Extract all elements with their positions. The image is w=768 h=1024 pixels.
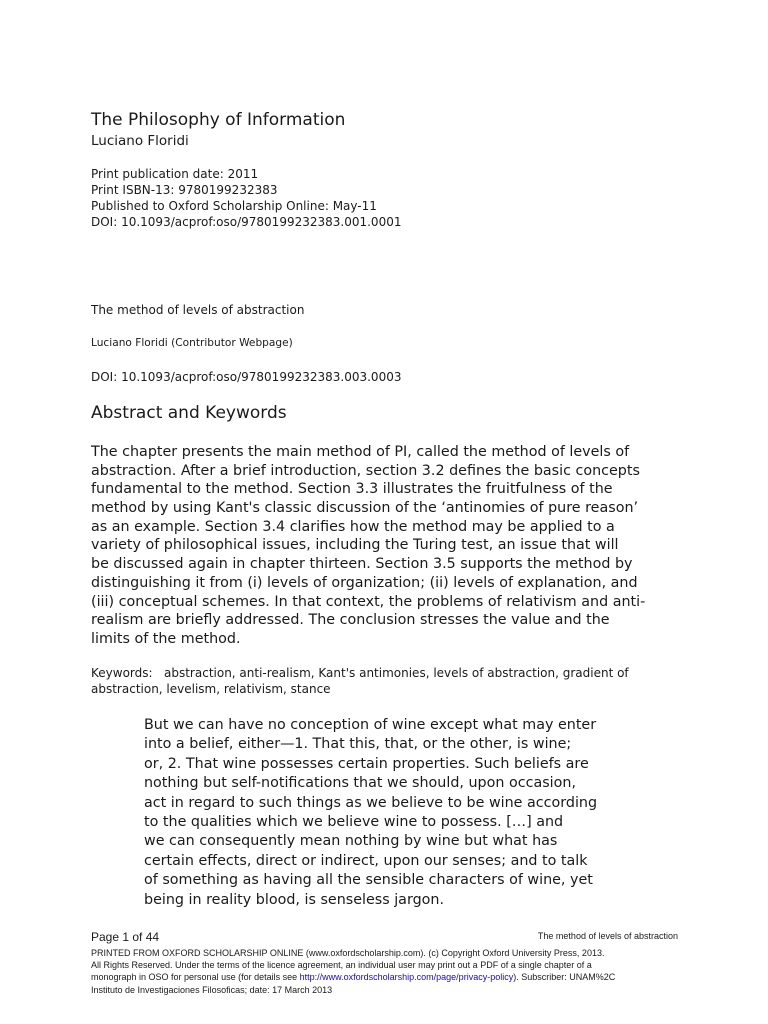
footer-line: All Rights Reserved. Under the terms of the licence agreement, an individual user may print out a PDF of a single chapter of a <box>91 960 592 971</box>
footer-text: monograph in OSO for personal use (for details see <box>91 972 300 983</box>
abstract-line: abstraction. After a brief introduction, section 3.2 defines the basic concepts <box>91 462 640 479</box>
keywords-line <box>91 665 681 681</box>
abstract-line: as an example. Section 3.4 clarifies how the method may be applied to a <box>91 518 615 535</box>
chapter-doi: DOI: 10.1093/acprof:oso/9780199232383.003.0003 <box>91 370 402 384</box>
abstract-heading: Abstract and Keywords <box>91 403 287 423</box>
quote-line: act in regard to such things as we believe to be wine according <box>144 794 598 811</box>
print-isbn: Print ISBN-13: 9780199232383 <box>91 183 278 197</box>
privacy-policy-link[interactable]: http://www.oxfordscholarship.com/page/privacy-policy <box>299 972 514 983</box>
copyright-footer <box>91 947 691 996</box>
abstract-line: The chapter presents the main method of PI, called the method of levels of <box>91 444 630 460</box>
abstract-text <box>91 443 691 649</box>
abstract-line: method by using Kant's classic discussion of the ‘antinomies of pure reason’ <box>91 500 639 517</box>
footer-line <box>91 971 691 983</box>
keywords-line-2: abstraction, levelism, relativism, stance <box>91 682 331 696</box>
quote-line: of something as having all the sensible characters of wine, yet <box>144 872 593 889</box>
chapter-author: Luciano Floridi (Contributor Webpage) <box>91 337 293 349</box>
publication-info <box>91 166 401 230</box>
block-quote <box>144 716 644 910</box>
abstract-line: realism are briefly addressed. The conclusion stresses the value and the <box>91 612 610 629</box>
quote-line: into a belief, either—1. That this, that, or the other, is wine; <box>144 736 572 753</box>
abstract-line: variety of philosophical issues, including the Turing test, an issue that will <box>91 537 619 554</box>
keywords <box>91 665 681 697</box>
book-doi: DOI: 10.1093/acprof:oso/9780199232383.001.0001 <box>91 215 402 229</box>
online-publication: Published to Oxford Scholarship Online: May-11 <box>91 199 377 213</box>
print-date: Print publication date: 2011 <box>91 167 259 181</box>
abstract-line: distinguishing it from (i) levels of organization; (ii) levels of explanation, and <box>91 574 638 591</box>
quote-line: or, 2. That wine possesses certain properties. Such beliefs are <box>144 755 589 772</box>
chapter-title: The method of levels of abstraction <box>91 303 305 317</box>
page-number: Page 1 of 44 <box>91 930 160 944</box>
book-author: Luciano Floridi <box>91 133 189 149</box>
quote-line: we can consequently mean nothing by wine but what has <box>144 833 558 850</box>
quote-line: to the qualities which we believe wine to possess. […] and <box>144 813 564 830</box>
abstract-line: fundamental to the method. Section 3.3 illustrates the fruitfulness of the <box>91 481 613 498</box>
running-head: The method of levels of abstraction <box>537 931 678 941</box>
footer-text: ). Subscriber: UNAM%2C <box>513 972 616 983</box>
quote-line: But we can have no conception of wine except what may enter <box>144 717 597 733</box>
keywords-label: Keywords: <box>91 666 153 680</box>
quote-line: nothing but self-notifications that we should, upon occasion, <box>144 775 576 792</box>
abstract-line: limits of the method. <box>91 630 241 647</box>
quote-line: being in reality blood, is senseless jargon. <box>144 891 444 908</box>
keywords-list: abstraction, anti-realism, Kant's antimonies, levels of abstraction, gradient of <box>164 666 629 680</box>
quote-line: certain effects, direct or indirect, upon our senses; and to talk <box>144 852 588 869</box>
footer-line: Instituto de Investigaciones Filosoficas; date: 17 March 2013 <box>91 984 333 995</box>
footer-line: PRINTED FROM OXFORD SCHOLARSHIP ONLINE (www.oxfordscholarship.com). (c) Copyright Oxford University Press, 2013. <box>91 948 605 958</box>
abstract-line: be discussed again in chapter thirteen. Section 3.5 supports the method by <box>91 556 633 573</box>
book-title: The Philosophy of Information <box>91 110 346 130</box>
abstract-line: (iii) conceptual schemes. In that context, the problems of relativism and anti- <box>91 593 646 610</box>
